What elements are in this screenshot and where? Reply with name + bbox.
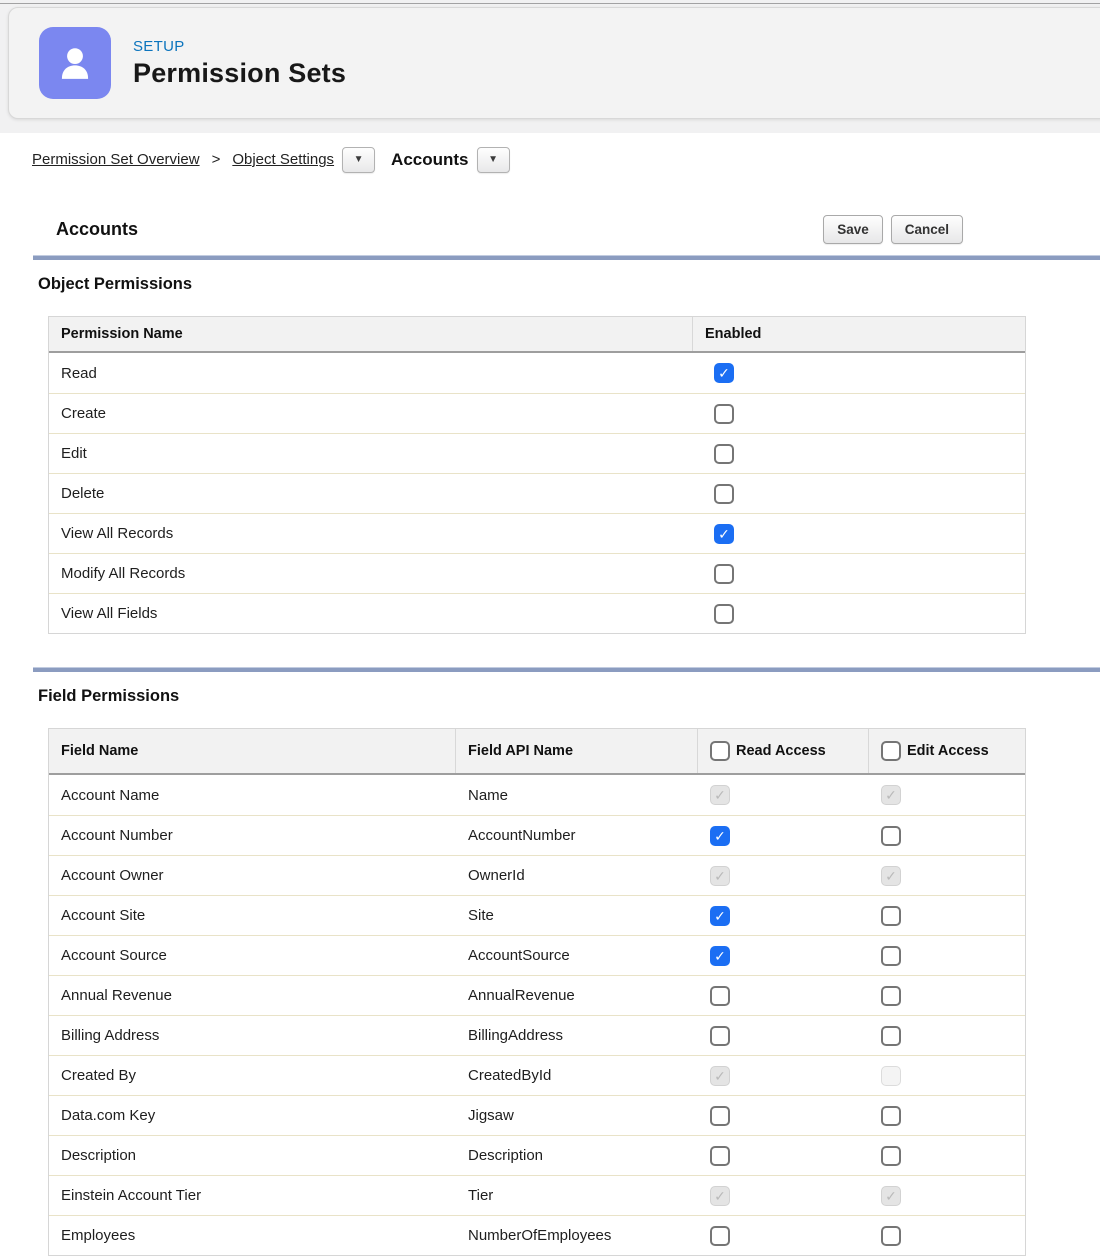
breadcrumb	[32, 146, 1100, 173]
field-api-name-label: CreatedById	[468, 1067, 552, 1084]
read-access-cell	[698, 936, 869, 975]
edit-access-cell	[869, 1176, 1025, 1215]
field-permission-row	[49, 815, 1025, 855]
read-access-checkbox: ✓	[710, 1186, 730, 1206]
field-api-name-label: Name	[468, 786, 509, 804]
read-access-cell	[698, 1216, 869, 1255]
edit-access-select-all-checkbox[interactable]	[881, 741, 901, 761]
field-name-label: Description	[61, 1147, 137, 1164]
object-permission-row	[49, 353, 1025, 393]
read-access-header-label: Read Access	[736, 743, 826, 759]
edit-access-cell	[869, 1136, 1025, 1175]
field-api-name-label: AccountSource	[468, 947, 570, 964]
enabled-cell	[693, 474, 1025, 513]
edit-access-cell	[869, 1016, 1025, 1055]
field-api-name-label: OwnerId	[468, 867, 525, 884]
read-access-checkbox[interactable]	[710, 1106, 730, 1126]
enabled-cell	[693, 514, 1025, 553]
read-access-cell	[698, 816, 869, 855]
object-permissions-header-row	[49, 317, 1025, 353]
field-name-label: Created By	[61, 1067, 137, 1084]
breadcrumb-link-permission-set-overview[interactable]: Permission Set Overview	[32, 151, 200, 168]
edit-access-cell	[869, 976, 1025, 1015]
edit-access-checkbox: ✓	[881, 1186, 901, 1206]
enabled-checkbox[interactable]: ✓	[714, 363, 734, 383]
edit-access-checkbox[interactable]	[881, 1026, 901, 1046]
column-header-field-api-name: Field API Name	[456, 729, 698, 773]
enabled-checkbox[interactable]	[714, 604, 734, 624]
permission-name-label: View All Fields	[61, 605, 158, 622]
field-api-name-label: BillingAddress	[468, 1027, 564, 1044]
edit-access-cell	[869, 1056, 1025, 1095]
read-access-checkbox[interactable]: ✓	[710, 826, 730, 846]
permission-name-label: Modify All Records	[61, 565, 186, 582]
enabled-cell	[693, 594, 1025, 633]
field-permission-row	[49, 1015, 1025, 1055]
field-permission-row	[49, 895, 1025, 935]
chevron-down-icon: ▼	[488, 153, 498, 165]
object-permission-row	[49, 393, 1025, 433]
enabled-cell	[693, 394, 1025, 433]
read-access-checkbox: ✓	[710, 1066, 730, 1086]
read-access-checkbox[interactable]	[710, 1146, 730, 1166]
breadcrumb-separator: >	[211, 151, 221, 168]
read-access-cell	[698, 1056, 869, 1095]
edit-access-checkbox[interactable]	[881, 906, 901, 926]
enabled-checkbox[interactable]	[714, 404, 734, 424]
field-permission-row	[49, 935, 1025, 975]
edit-access-checkbox[interactable]	[881, 1146, 901, 1166]
read-access-cell	[698, 775, 869, 815]
column-header-read-access	[698, 729, 869, 773]
object-settings-dropdown-button[interactable]	[342, 147, 375, 173]
read-access-cell	[698, 1016, 869, 1055]
object-permission-row	[49, 513, 1025, 553]
read-access-cell	[698, 1176, 869, 1215]
permission-name-label: Read	[61, 364, 97, 382]
field-permission-row	[49, 775, 1025, 815]
read-access-checkbox[interactable]: ✓	[710, 946, 730, 966]
object-permissions-table	[48, 316, 1026, 634]
field-name-label: Employees	[61, 1227, 136, 1244]
edit-access-checkbox[interactable]	[881, 1106, 901, 1126]
permission-name-label: Delete	[61, 485, 105, 502]
field-name-label: Account Name	[61, 786, 160, 804]
field-api-name-label: Site	[468, 907, 494, 924]
edit-access-cell	[869, 1216, 1025, 1255]
enabled-cell	[693, 434, 1025, 473]
breadcrumb-link-object-settings[interactable]: Object Settings	[232, 151, 335, 168]
field-permission-row	[49, 1175, 1025, 1215]
field-name-label: Billing Address	[61, 1027, 160, 1044]
permission-name-label: View All Records	[61, 525, 174, 542]
window-top-border	[0, 3, 1100, 4]
field-permissions-header-row	[49, 729, 1025, 775]
save-button[interactable]: Save	[823, 215, 883, 244]
field-permissions-table	[48, 728, 1026, 1256]
enabled-cell	[693, 353, 1025, 393]
page-title: Permission Sets	[133, 57, 347, 88]
field-api-name-label: AnnualRevenue	[468, 987, 575, 1004]
read-access-cell	[698, 896, 869, 935]
read-access-checkbox[interactable]	[710, 1226, 730, 1246]
accounts-dropdown-button[interactable]	[477, 147, 510, 173]
enabled-checkbox[interactable]	[714, 444, 734, 464]
enabled-checkbox[interactable]	[714, 484, 734, 504]
object-permission-row	[49, 553, 1025, 593]
field-permission-row	[49, 1215, 1025, 1255]
edit-access-checkbox: ✓	[881, 785, 901, 805]
cancel-button[interactable]: Cancel	[891, 215, 963, 244]
section-divider	[33, 255, 1100, 260]
field-permission-row	[49, 1055, 1025, 1095]
object-permission-row	[49, 593, 1025, 633]
column-header-field-name: Field Name	[49, 729, 456, 773]
object-permission-row	[49, 433, 1025, 473]
edit-access-cell	[869, 775, 1025, 815]
read-access-cell	[698, 976, 869, 1015]
enabled-checkbox[interactable]	[714, 564, 734, 584]
field-permissions-title: Field Permissions	[38, 687, 180, 705]
edit-access-checkbox: ✓	[881, 866, 901, 886]
field-name-label: Data.com Key	[61, 1107, 156, 1124]
edit-access-checkbox[interactable]	[881, 1226, 901, 1246]
field-api-name-label: Description	[468, 1147, 544, 1164]
read-access-cell	[698, 1096, 869, 1135]
read-access-checkbox[interactable]	[710, 1026, 730, 1046]
field-api-name-label: Jigsaw	[468, 1107, 514, 1124]
field-name-label: Einstein Account Tier	[61, 1187, 202, 1204]
read-access-checkbox: ✓	[710, 866, 730, 886]
edit-access-cell	[869, 816, 1025, 855]
accounts-heading: Accounts	[56, 219, 139, 239]
permission-name-label: Create	[61, 405, 107, 422]
read-access-checkbox[interactable]	[710, 986, 730, 1006]
field-name-label: Annual Revenue	[61, 987, 172, 1004]
field-permission-row	[49, 975, 1025, 1015]
edit-access-header-label: Edit Access	[907, 743, 989, 759]
field-api-name-label: Tier	[468, 1187, 494, 1204]
read-access-cell	[698, 856, 869, 895]
permission-name-label: Edit	[61, 445, 87, 462]
edit-access-checkbox[interactable]	[881, 946, 901, 966]
column-header-enabled: Enabled	[705, 326, 762, 342]
enabled-checkbox[interactable]: ✓	[714, 524, 734, 544]
read-access-cell	[698, 1136, 869, 1175]
edit-access-cell	[869, 1096, 1025, 1135]
field-name-label: Account Source	[61, 947, 167, 964]
object-permissions-title: Object Permissions	[38, 275, 193, 293]
edit-access-cell	[869, 936, 1025, 975]
edit-access-checkbox[interactable]	[881, 986, 901, 1006]
chevron-down-icon: ▼	[353, 153, 364, 165]
field-api-name-label: NumberOfEmployees	[468, 1227, 612, 1244]
edit-access-cell	[869, 896, 1025, 935]
column-header-edit-access	[869, 729, 1025, 773]
field-name-label: Account Site	[61, 907, 146, 924]
field-name-label: Account Owner	[61, 867, 164, 884]
accounts-action-row	[56, 214, 963, 245]
setup-header-band	[0, 0, 1100, 133]
breadcrumb-current-accounts: Accounts	[391, 149, 469, 169]
read-access-select-all-checkbox[interactable]	[710, 741, 730, 761]
setup-eyebrow-label: SETUP	[133, 37, 185, 55]
enabled-cell	[693, 554, 1025, 593]
field-permission-row	[49, 1095, 1025, 1135]
object-permission-row	[49, 473, 1025, 513]
field-permission-row	[49, 1135, 1025, 1175]
edit-access-checkbox	[881, 1066, 901, 1086]
setup-header-card	[8, 7, 1100, 119]
field-permission-row	[49, 855, 1025, 895]
column-header-permission-name: Permission Name	[49, 317, 693, 351]
field-name-label: Account Number	[61, 827, 173, 844]
section-divider	[33, 667, 1100, 672]
read-access-checkbox[interactable]: ✓	[710, 906, 730, 926]
read-access-checkbox: ✓	[710, 785, 730, 805]
field-api-name-label: AccountNumber	[468, 827, 576, 844]
permission-sets-user-icon	[39, 27, 111, 99]
edit-access-cell	[869, 856, 1025, 895]
edit-access-checkbox[interactable]	[881, 826, 901, 846]
